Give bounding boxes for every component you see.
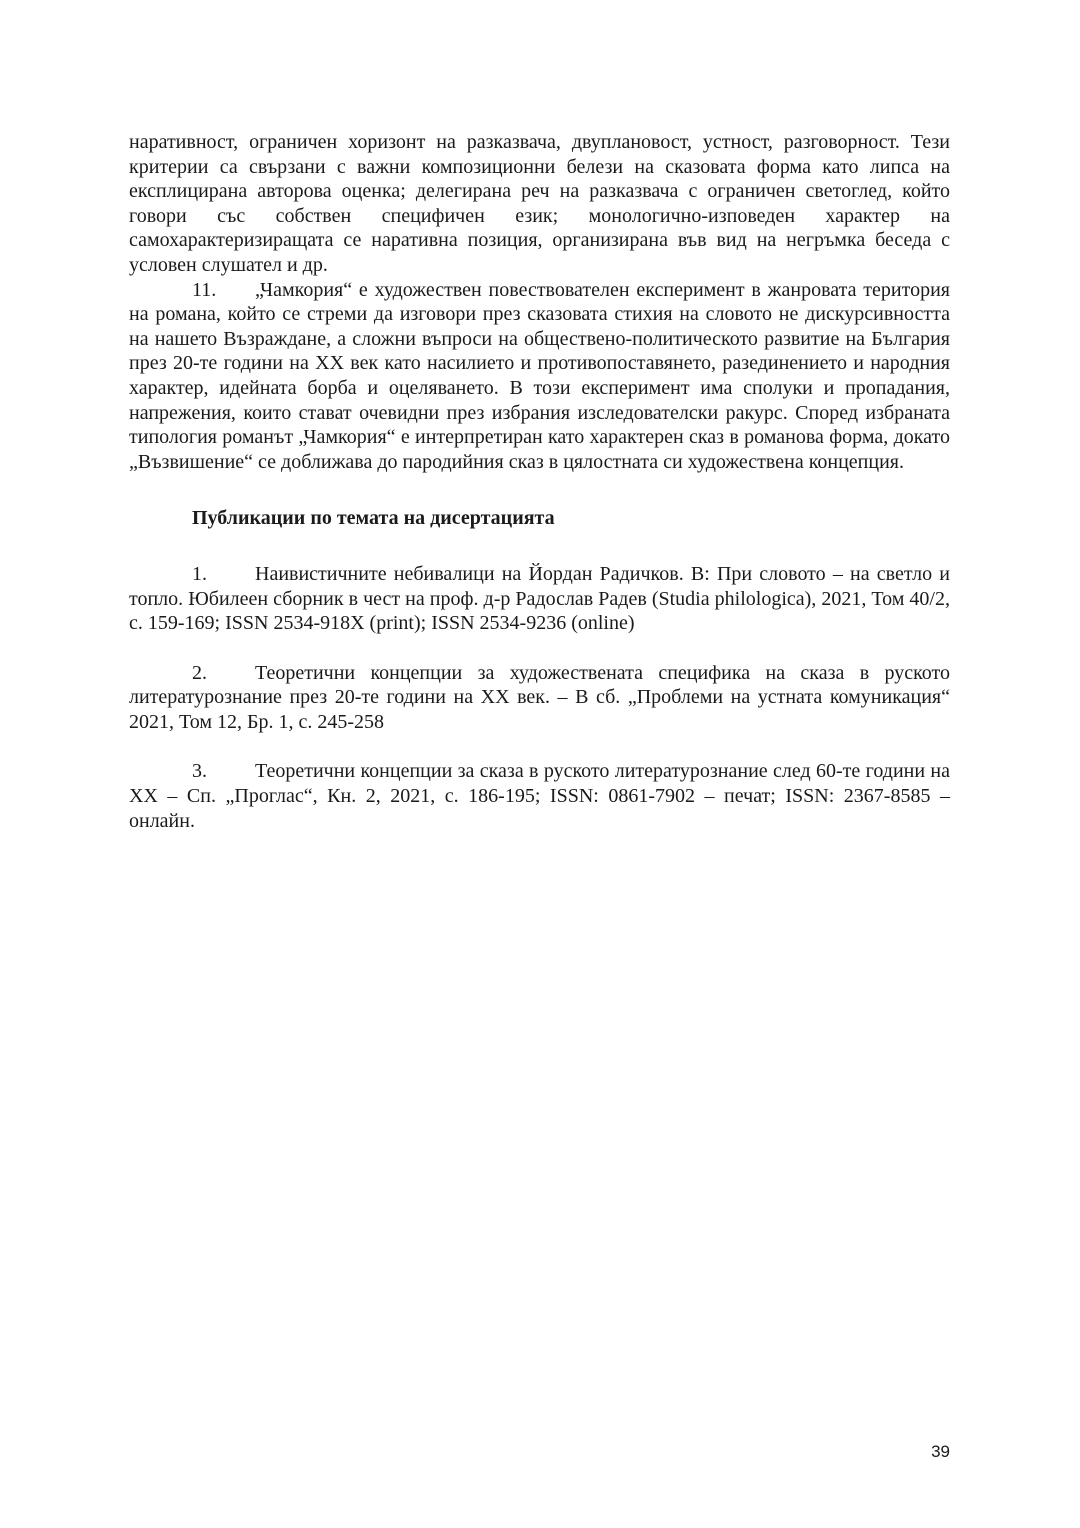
list-item-11 bbox=[129, 278, 950, 475]
publication-text: Теоретични концепции за сказа в руското литературознание след 60-те години на XX – Сп. „Проглас“, Кн. 2, 2021, с. 186-195; ISSN: 0861-7902 – печат; ISSN: 2367-8585 – онлайн. bbox=[129, 760, 950, 832]
publication-number: 2. bbox=[192, 661, 207, 684]
publication-text: Наивистичните небивалици на Йордан Радичков. В: При словото – на светло и топло. Юбилеен сборник в чест на проф. д-р Радослав Радев (Studia philologica), 2021, Том 40/2, с. 159-169; ISSN 2534-918X (print); ISSN 2534-9236 (online) bbox=[129, 562, 950, 635]
list-item-number: 11. bbox=[192, 278, 217, 301]
list-item-text: „Чамкория“ е художествен повествователен експеримент в жанровата територия на романа, който се стреми да изговори през сказовата стихия на словото не дискурсивността на нашето Възраждане, а сложни въпроси на обществено-политическото развитие на България през 20-те години на XX век като насилието и противопоставянето, разединението и народния характер, идейната борба и оцеляването. В този експеримент има сполуки и пропадания, напрежения, които стават очевидни през избрания изследователски ракурс. Според избраната типология романът „Чамкория“ е интерпретиран като характерен сказ в романова форма, докато „Възвишение“ се доближава до пародийния сказ в цялостната си художествена концепция. bbox=[129, 278, 950, 473]
page-number: 39 bbox=[931, 1442, 950, 1461]
publication-item bbox=[129, 562, 950, 636]
publication-item bbox=[129, 759, 950, 833]
publication-item bbox=[129, 661, 950, 735]
publication-number: 1. bbox=[192, 562, 207, 585]
intro-paragraph: наративност, ограничен хоризонт на разказвача, двуплановост, устност, разговорност. Тези критерии са свързани с важни композиционни белези на сказовата форма като липса на експлицирана авторова оценка; делегирана реч на разказвача с ограничен светоглед, който говори със собствен специфичен език; монологично-изповеден характер на самохарактеризиращата се наративна позиция, организирана във вид на негръмка беседа с условен слушател и др. bbox=[129, 131, 950, 276]
publications-heading: Публикации по темата на дисертацията bbox=[192, 507, 555, 530]
publication-number: 3. bbox=[192, 760, 207, 783]
publication-text: Теоретични концепции за художествената специфика на сказа в руското литературознание през 20-те години на XX век. – В сб. „Проблеми на устната комуникация“ 2021, Том 12, Бр. 1, с. 245-258 bbox=[129, 661, 950, 733]
page-body bbox=[129, 130, 950, 833]
